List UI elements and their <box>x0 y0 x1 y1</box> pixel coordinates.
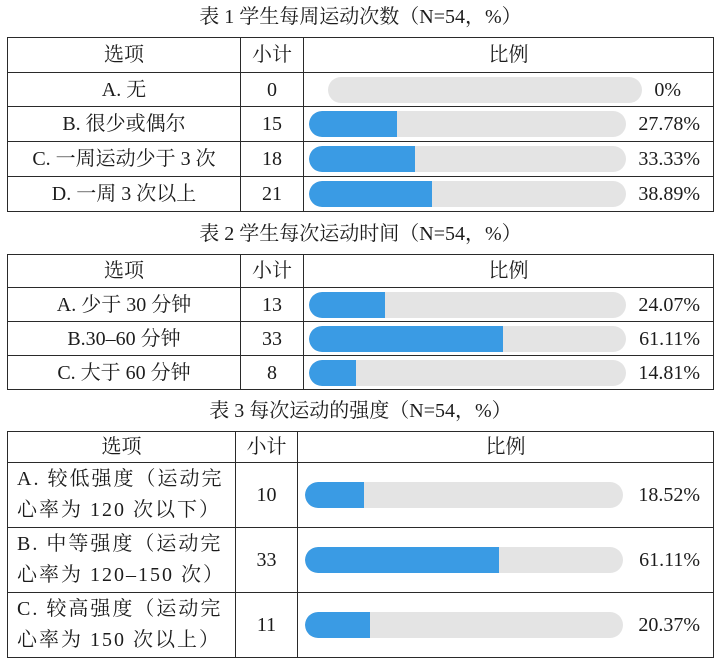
bar-track <box>309 181 626 207</box>
table-2-caption: 表 2 学生每次运动时间（N=54，%） <box>199 223 522 245</box>
table-3-row-c <box>8 593 714 658</box>
option-cell: D. 一周 3 次以上 <box>8 177 241 212</box>
option-cell <box>8 463 236 528</box>
count-cell: 11 <box>236 593 298 658</box>
percentage-bar <box>298 547 713 573</box>
ratio-cell <box>304 356 714 390</box>
bar-fill <box>305 612 370 638</box>
exercise-intensity-table <box>7 431 714 658</box>
option-text-line: 心率为 120 次以下） <box>17 499 221 521</box>
option-cell: C. 大于 60 分钟 <box>8 356 241 390</box>
percentage-bar <box>298 612 713 638</box>
percent-label: 14.81% <box>638 361 700 384</box>
option-text-line: 心率为 150 次以上） <box>17 629 221 651</box>
exercise-duration-table <box>7 254 714 390</box>
count-cell: 18 <box>241 142 304 177</box>
table-1-row-b <box>8 107 714 142</box>
bar-fill <box>305 482 364 508</box>
option-cell <box>8 593 236 658</box>
ratio-cell <box>298 463 714 528</box>
bar-track <box>305 547 623 573</box>
bar-fill <box>309 292 385 318</box>
bar-fill <box>309 111 397 137</box>
percent-label: 61.11% <box>639 549 700 571</box>
bar-fill <box>309 326 503 352</box>
percent-label: 18.52% <box>638 484 700 506</box>
ratio-column-header: 比例 <box>298 432 714 463</box>
ratio-cell <box>298 593 714 658</box>
count-cell: 0 <box>241 73 304 107</box>
count-cell: 15 <box>241 107 304 142</box>
bar-track <box>309 111 626 137</box>
bar-track <box>305 482 623 508</box>
percentage-bar <box>304 326 713 352</box>
percentage-bar <box>304 146 713 172</box>
count-column-header: 小计 <box>241 38 304 73</box>
ratio-cell <box>304 73 714 107</box>
ratio-cell <box>304 322 714 356</box>
table-1-caption: 表 1 学生每周运动次数（N=54，%） <box>199 6 522 28</box>
table-1-row-d <box>8 177 714 212</box>
table-2-row-c <box>8 356 714 390</box>
ratio-cell <box>298 528 714 593</box>
percentage-bar <box>304 77 713 103</box>
bar-fill <box>309 181 432 207</box>
table-header-row <box>8 255 714 288</box>
option-column-header: 选项 <box>8 432 236 463</box>
option-cell: A. 少于 30 分钟 <box>8 288 241 322</box>
bar-track <box>328 77 642 103</box>
option-text-line: 心率为 120–150 次） <box>17 564 225 586</box>
option-cell: B. 很少或偶尔 <box>8 107 241 142</box>
percent-label: 0% <box>654 78 681 101</box>
count-column-header: 小计 <box>241 255 304 288</box>
option-cell <box>8 528 236 593</box>
table-1-row-c <box>8 142 714 177</box>
weekly-exercise-frequency-table <box>7 37 714 212</box>
ratio-cell <box>304 177 714 212</box>
count-cell: 21 <box>241 177 304 212</box>
table-header-row <box>8 38 714 73</box>
percentage-bar <box>304 181 713 207</box>
bar-track <box>309 292 626 318</box>
bar-fill <box>309 146 415 172</box>
table-3-row-a <box>8 463 714 528</box>
option-cell: B.30–60 分钟 <box>8 322 241 356</box>
percent-label: 38.89% <box>638 183 700 205</box>
table-2-row-b <box>8 322 714 356</box>
percentage-bar <box>304 292 713 318</box>
ratio-cell <box>304 288 714 322</box>
percentage-bar <box>304 111 713 137</box>
percent-label: 24.07% <box>638 293 700 316</box>
table-1-row-a <box>8 73 714 107</box>
count-cell: 33 <box>241 322 304 356</box>
percent-label: 33.33% <box>638 148 700 170</box>
table-3-caption: 表 3 每次运动的强度（N=54，%） <box>209 400 512 422</box>
percent-label: 20.37% <box>638 614 700 636</box>
count-cell: 8 <box>241 356 304 390</box>
option-text-line: A. 较低强度（运动完 <box>17 468 224 490</box>
table-3-row-b <box>8 528 714 593</box>
table-header-row <box>8 432 714 463</box>
percentage-bar <box>304 360 713 386</box>
count-cell: 13 <box>241 288 304 322</box>
option-column-header: 选项 <box>8 255 241 288</box>
bar-track <box>309 146 626 172</box>
count-cell: 33 <box>236 528 298 593</box>
bar-fill <box>309 360 356 386</box>
ratio-column-header: 比例 <box>304 255 714 288</box>
count-column-header: 小计 <box>236 432 298 463</box>
ratio-cell <box>304 142 714 177</box>
bar-fill <box>305 547 499 573</box>
bar-track <box>309 360 626 386</box>
ratio-cell <box>304 107 714 142</box>
option-cell: A. 无 <box>8 73 241 107</box>
percentage-bar <box>298 482 713 508</box>
bar-track <box>305 612 623 638</box>
percent-label: 61.11% <box>639 327 700 350</box>
ratio-column-header: 比例 <box>304 38 714 73</box>
count-cell: 10 <box>236 463 298 528</box>
option-text-line: B. 中等强度（运动完 <box>17 533 223 555</box>
percent-label: 27.78% <box>638 113 700 135</box>
table-2-row-a <box>8 288 714 322</box>
option-text-line: C. 较高强度（运动完 <box>17 598 223 620</box>
option-column-header: 选项 <box>8 38 241 73</box>
option-cell: C. 一周运动少于 3 次 <box>8 142 241 177</box>
bar-track <box>309 326 626 352</box>
